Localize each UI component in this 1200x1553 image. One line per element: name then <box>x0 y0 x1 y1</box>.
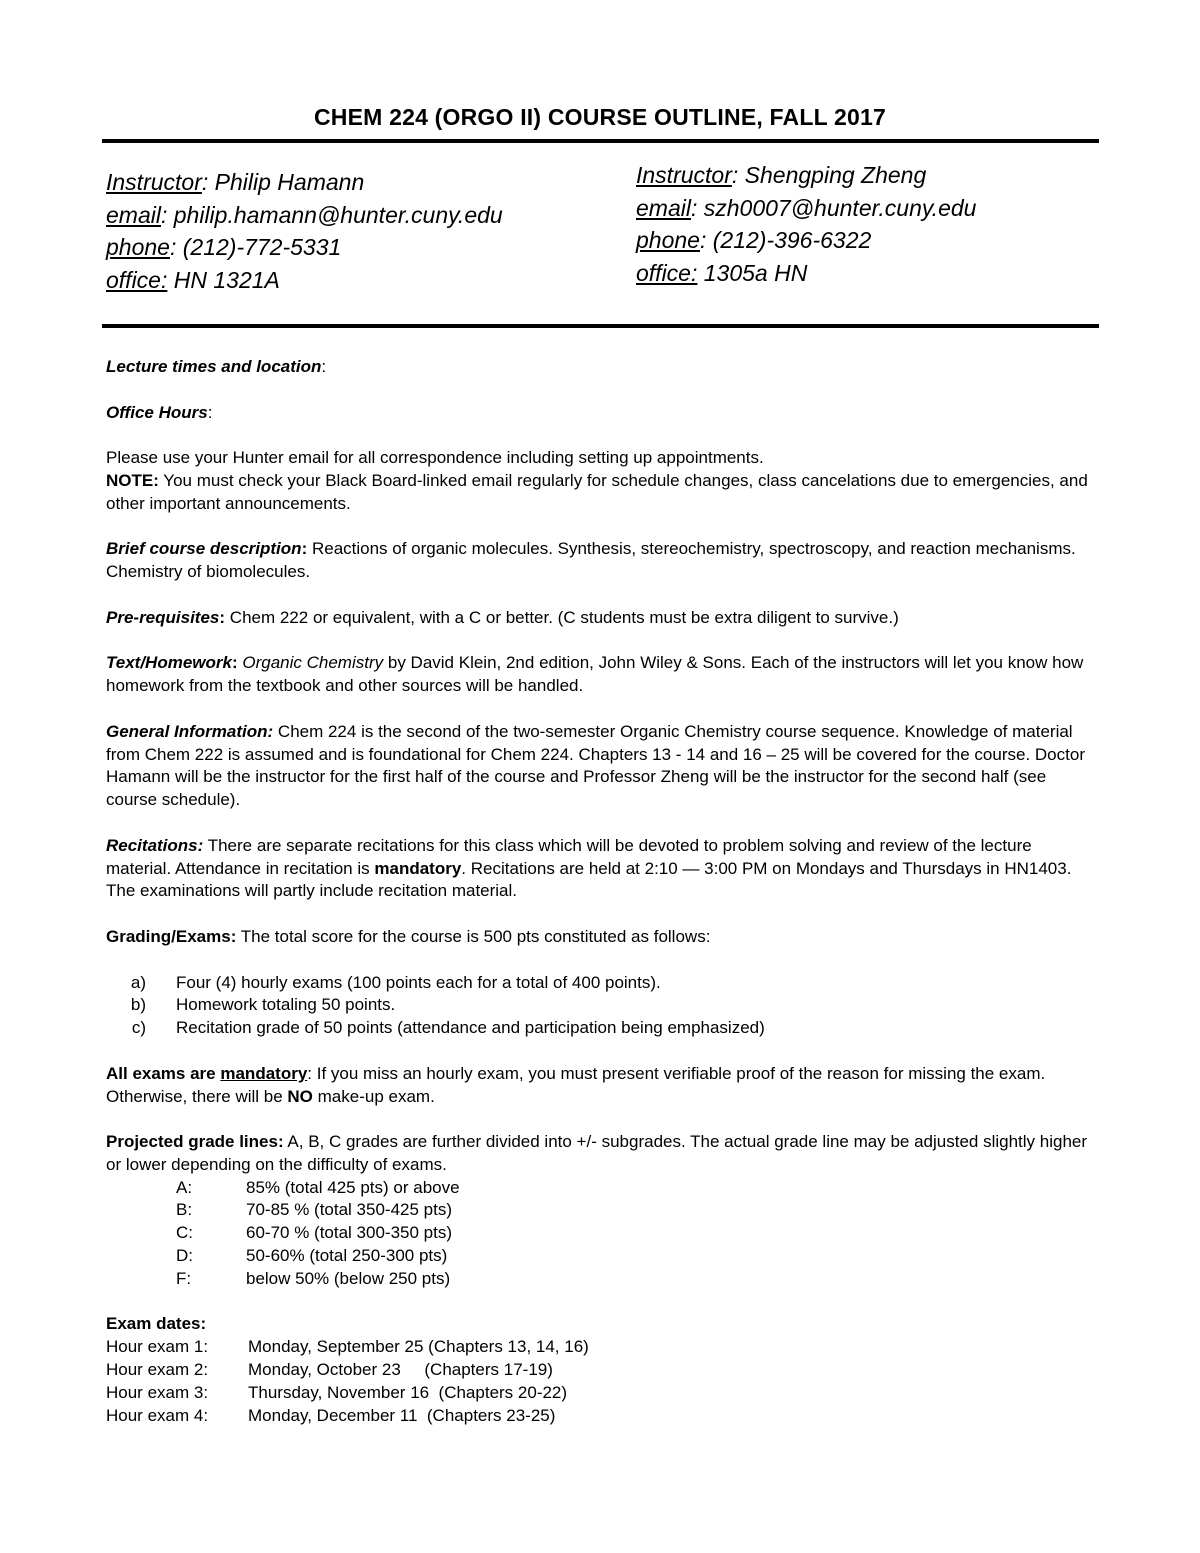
office-hours-label: Office Hours <box>106 402 208 422</box>
list-item-text: Recitation grade of 50 points (attendance and participation being emphasized) <box>176 1018 765 1038</box>
exam-date: Monday, October 23 (Chapters 17-19) <box>248 1360 553 1380</box>
list-item <box>106 994 1096 1017</box>
email-address: philip.hamann@hunter.cuny.edu <box>173 201 503 228</box>
instructor-block-hamann <box>106 166 503 296</box>
general-info-text: Chem 224 is the second of the two-semester Organic Chemistry course sequence. Knowledge of material from Chem 222 is assumed and is foundational for Chem 224. Chapters 13 - 14 and 16 – 25 will be covered for the course. Doctor Hamann will be the instructor for the first half of the course and Professor Zheng will be the instructor for the second half (see course schedule). <box>106 721 1085 810</box>
exam-row <box>106 1405 1096 1428</box>
recitations-label: Recitations: <box>106 835 204 855</box>
textbook-title: Organic Chemistry <box>242 653 384 673</box>
list-marker: b) <box>130 995 146 1015</box>
grade-row <box>106 1245 1096 1268</box>
grade-lines-label: Projected grade lines: <box>106 1132 284 1152</box>
phone-row: phone: (212)-772-5331 <box>106 234 342 260</box>
general-info-label: General Information: <box>106 721 274 741</box>
prereq-text: Chem 222 or equivalent, with a C or better. (C students must be extra diligent to survive.) <box>225 607 899 627</box>
all-exams-no: NO <box>287 1086 313 1106</box>
all-exams-text-1: : If you miss an hourly exam, you must present verifiable proof of the reason for missing the exam. Otherwise, there will be <box>106 1063 1046 1106</box>
instructor-label: Instructor <box>106 169 202 195</box>
email-row: email: philip.hamann@hunter.cuny.edu <box>106 201 503 228</box>
office-row <box>106 264 503 297</box>
grade-row <box>106 1177 1096 1200</box>
grading-section <box>106 926 1096 949</box>
grading-text: The total score for the course is 500 pts constituted as follows: <box>236 926 711 946</box>
grading-label: Grading/Exams: <box>106 926 237 946</box>
exam-row <box>106 1382 1096 1405</box>
instructor-block-zheng <box>636 159 976 289</box>
office-location: HN 1321A <box>173 266 280 293</box>
grade-row <box>106 1222 1096 1245</box>
list-item-text: Four (4) hourly exams (100 points each for a total of 400 points). <box>176 972 661 992</box>
phone-label: phone <box>106 234 170 260</box>
instructor-row: Instructor: Shengping Zheng <box>636 162 927 188</box>
grade-letter: D: <box>176 1246 193 1266</box>
email-address: szh0007@hunter.cuny.edu <box>703 194 977 221</box>
all-exams-section <box>106 1063 1096 1109</box>
lecture-section: Lecture times and location: <box>106 357 327 376</box>
exam-date: Monday, December 11 (Chapters 23-25) <box>248 1405 556 1425</box>
phone-row: phone: (212)-396-6322 <box>636 227 872 253</box>
list-item <box>106 1017 1096 1040</box>
email-label: email <box>636 194 691 221</box>
recitations-section <box>106 835 1096 903</box>
email-row: email: szh0007@hunter.cuny.edu <box>636 194 977 221</box>
office-row <box>636 257 976 290</box>
exam-dates-section <box>106 1313 1096 1427</box>
office-label: office: <box>636 259 698 286</box>
grade-range: 85% (total 425 pts) or above <box>246 1177 460 1197</box>
office-location: 1305a HN <box>703 259 808 286</box>
list-marker: a) <box>130 972 146 992</box>
exam-label: Hour exam 1: <box>106 1337 209 1357</box>
grade-lines-text: A, B, C grades are further divided into +/- subgrades. The actual grade line may be adjusted slightly higher or lower depending on the difficulty of exams. <box>106 1132 1088 1174</box>
prereq-section: Pre-requisites: Chem 222 or equivalent, with a C or better. (C students must be extra diligent to survive.) <box>106 607 899 627</box>
page-title: CHEM 224 (ORGO II) COURSE OUTLINE, FALL 2017 <box>314 104 886 130</box>
list-item-text: Homework totaling 50 points. <box>176 995 396 1015</box>
exam-date: Thursday, November 16 (Chapters 20-22) <box>248 1382 568 1402</box>
exam-label: Hour exam 2: <box>106 1360 209 1380</box>
general-info-section <box>106 721 1096 812</box>
all-exams-text-2: make-up exam. <box>312 1086 435 1106</box>
list-item <box>106 972 1096 995</box>
grade-range: 70-85 % (total 350-425 pts) <box>246 1200 453 1220</box>
text-homework-section: Text/Homework: Organic Chemistry by David Klein, 2nd edition, John Wiley & Sons. Each of the instructors will let you know how homework from the textbook and other sources will be handled. <box>106 653 1084 696</box>
course-body <box>106 356 1096 1427</box>
list-marker: c) <box>131 1018 146 1038</box>
phone-label: phone <box>636 227 700 253</box>
grade-lines-section <box>106 1131 1096 1291</box>
text-homework-text: by David Klein, 2nd edition, John Wiley & Sons. Each of the instructors will let you know how homework from the textbook and other sources will be handled. <box>106 653 1084 696</box>
note-text: You must check your Black Board-linked email regularly for schedule changes, class cancelations due to emergencies, and other important announcements. <box>106 470 1088 513</box>
instructor-name: Shengping Zheng <box>744 162 927 188</box>
grade-letter: B: <box>176 1200 193 1220</box>
instructor-row: Instructor: Philip Hamann <box>106 169 365 195</box>
grade-letter: A: <box>176 1177 193 1197</box>
lecture-label: Lecture times and location <box>106 357 322 376</box>
prereq-label: Pre-requisites <box>106 607 220 627</box>
office-hours-section: Office Hours: <box>106 402 213 422</box>
description-label: Brief course description <box>106 539 302 559</box>
phone-number: (212)-772-5331 <box>182 234 342 260</box>
exam-label: Hour exam 3: <box>106 1382 209 1402</box>
exam-label: Hour exam 4: <box>106 1405 209 1425</box>
grade-range: 60-70 % (total 300-350 pts) <box>246 1223 453 1243</box>
grade-lines-table <box>106 1177 1096 1291</box>
note-label: NOTE: <box>106 470 159 490</box>
grade-range: below 50% (below 250 pts) <box>246 1268 451 1288</box>
email-label: email <box>106 201 161 228</box>
exam-date: Monday, September 25 (Chapters 13, 14, 16) <box>248 1337 589 1357</box>
instructor-name: Philip Hamann <box>214 169 365 195</box>
recitations-text-2: . Recitations are held at 2:10 — 3:00 PM on Mondays and Thursdays in HN1403. The examinations will partly include recitation material. <box>106 858 1072 901</box>
grade-row <box>106 1268 1096 1291</box>
header-divider <box>102 324 1099 328</box>
recitations-text-1: There are separate recitations for this class which will be devoted to problem solving and review of the lecture material. Attendance in recitation is <box>106 835 1032 878</box>
email-note-line: Please use your Hunter email for all correspondence including setting up appointments. <box>106 448 764 468</box>
grade-row <box>106 1199 1096 1222</box>
grading-list <box>106 972 1096 1040</box>
text-homework-label: Text/Homework <box>106 653 232 673</box>
exam-row <box>106 1336 1096 1359</box>
all-exams-label: All exams are <box>106 1063 221 1083</box>
instructor-label: Instructor <box>636 162 732 188</box>
description-text: Reactions of organic molecules. Synthesis, stereochemistry, spectroscopy, and reaction mechanisms. Chemistry of biomolecules. <box>106 539 1076 582</box>
grade-letter: C: <box>176 1223 193 1243</box>
phone-number: (212)-396-6322 <box>712 227 872 253</box>
recitations-mandatory: mandatory <box>374 858 462 878</box>
email-note-section <box>106 447 1096 515</box>
description-section: Brief course description: Reactions of organic molecules. Synthesis, stereochemistry, spectroscopy, and reaction mechanisms. Chemistry of biomolecules. <box>106 539 1076 582</box>
exam-dates-label: Exam dates: <box>106 1314 207 1334</box>
office-label: office: <box>106 266 168 293</box>
top-divider <box>102 139 1099 143</box>
grade-letter: F: <box>176 1268 192 1288</box>
all-exams-mandatory: mandatory <box>220 1063 308 1083</box>
exam-row <box>106 1359 1096 1382</box>
grade-range: 50-60% (total 250-300 pts) <box>246 1246 448 1266</box>
